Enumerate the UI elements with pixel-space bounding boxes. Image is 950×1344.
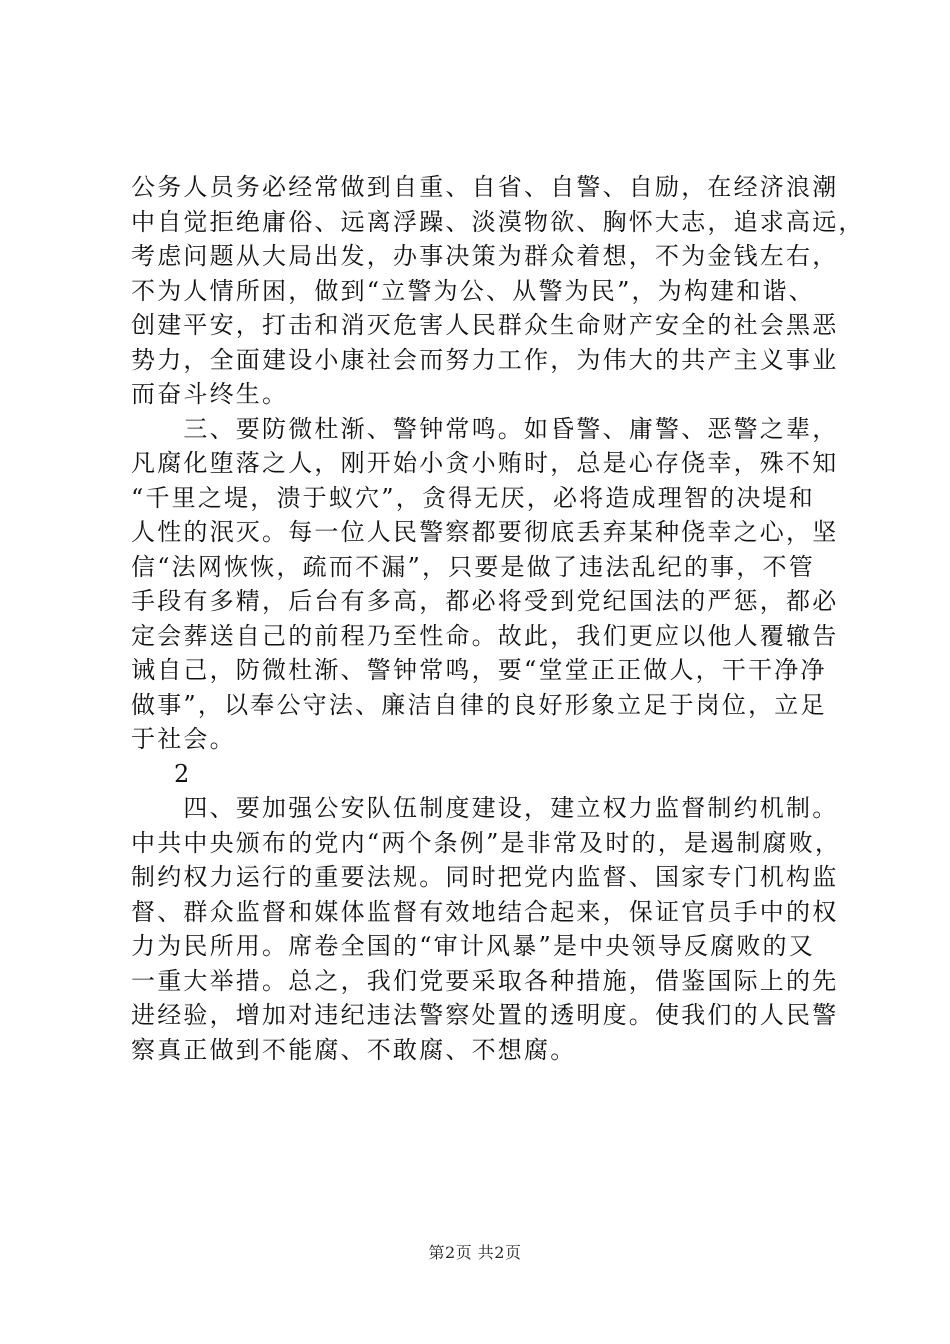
text-line: 创建平安，打击和消灭危害人民群众生命财产安全的社会黑恶: [131, 311, 839, 339]
text-line: 人性的泯灭。每一位人民警察都要彻底丢弃某种侥幸之心，坚: [131, 518, 839, 546]
text-line: 督、群众监督和媒体监督有效地结合起来，保证官员手中的权: [131, 897, 839, 926]
paragraph-group-1: [131, 170, 865, 757]
text-line: 四、要加强公安队伍制度建设，建立权力监督制约机制。: [131, 794, 839, 822]
paragraph-group-2: [131, 791, 842, 1067]
text-line: 凡腐化堕落之人，刚开始小贪小贿时，总是心存侥幸，殊不知: [131, 449, 839, 477]
document-body: [131, 170, 865, 1067]
text-line: 势力，全面建设小康社会而努力工作，为伟大的共产主义事业: [131, 345, 839, 374]
text-line: 于社会。: [131, 725, 236, 753]
text-line: 而奋斗终生。: [131, 380, 289, 408]
text-line: “千里之堤，溃于蚁穴”，贪得无厌，必将造成理智的决堤和: [131, 483, 815, 512]
text-line: 定会葬送自己的前程乃至性命。故此，我们更应以他人覆辙告: [131, 621, 839, 650]
page-number-marker: 2: [174, 759, 190, 788]
text-line: 中共中央颁布的党内“两个条例”是非常及时的，是遏制腐败，: [131, 828, 842, 857]
text-line: 一重大举措。总之，我们党要采取各种措施，借鉴国际上的先: [131, 966, 839, 995]
text-line: 手段有多精，后台有多高，都必将受到党纪国法的严惩，都必: [131, 587, 839, 615]
text-line: 中自觉拒绝庸俗、远离浮躁、淡漠物欲、胸怀大志，追求高远，: [131, 207, 865, 236]
page-footer: 第2页 共2页: [428, 1243, 522, 1262]
text-line: 诫自己，防微杜渐、警钟常鸣，要“堂堂正正做人，干干净净: [131, 656, 827, 684]
text-line: 进经验，增加对违纪违法警察处置的透明度。使我们的人民警: [131, 1001, 839, 1029]
text-line: 做事”，以奉公守法、廉洁自律的良好形象立足于岗位，立足: [131, 690, 827, 719]
text-line: 力为民所用。席卷全国的“审计风暴”是中央领导反腐败的又: [131, 932, 815, 960]
text-line: 公务人员务必经常做到自重、自省、自警、自励，在经济浪潮: [131, 173, 839, 201]
text-line: 不为人情所困，做到“立警为公、从警为民”，为构建和谐、: [131, 276, 815, 305]
text-line: 信“法网恢恢，疏而不漏”，只要是做了违法乱纪的事，不管: [131, 552, 815, 581]
text-line: 考虑问题从大局出发，办事决策为群众着想，不为金钱左右，: [131, 242, 839, 270]
text-line: 三、要防微杜渐、警钟常鸣。如昏警、庸警、恶警之辈，: [131, 414, 839, 443]
text-line: 制约权力运行的重要法规。同时把党内监督、国家专门机构监: [131, 863, 839, 891]
text-line: 察真正做到不能腐、不敢腐、不想腐。: [131, 1035, 577, 1064]
